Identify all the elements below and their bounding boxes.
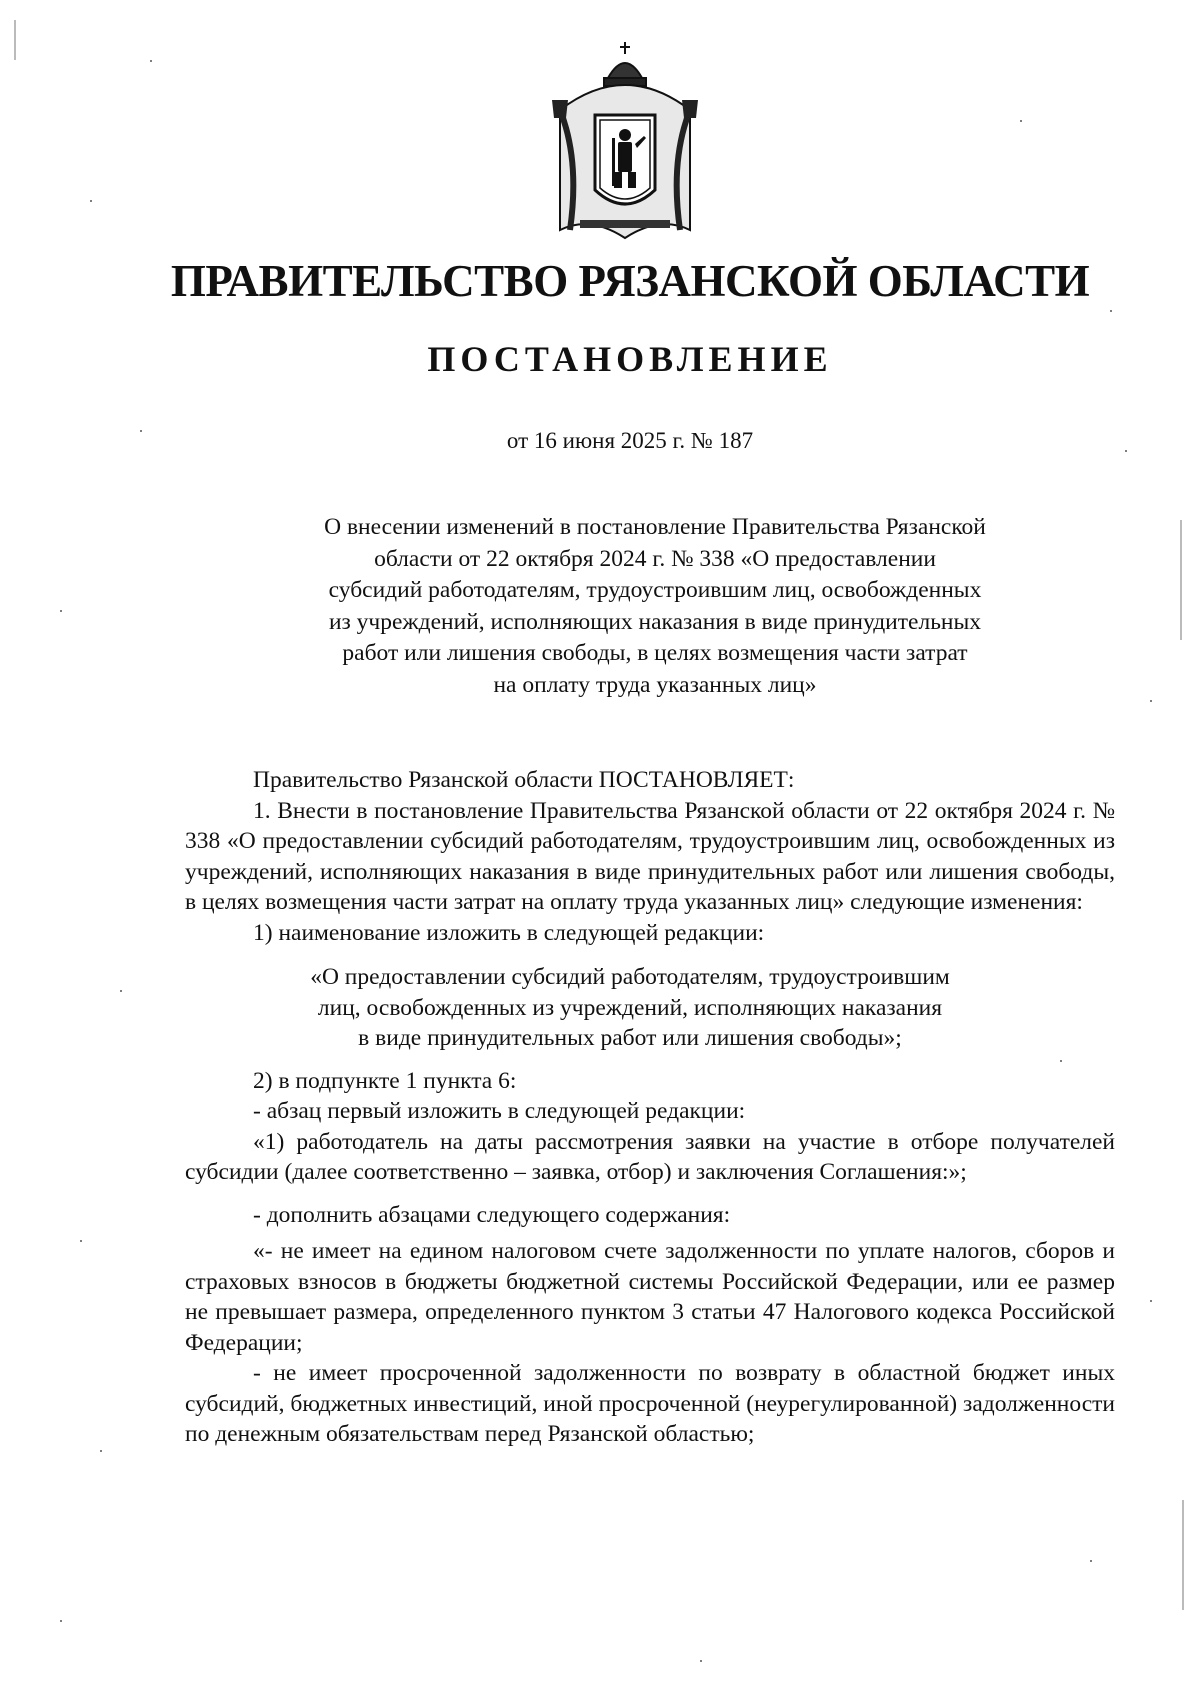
government-name-heading: ПРАВИТЕЛЬСТВО РЯЗАНСКОЙ ОБЛАСТИ <box>170 256 1090 306</box>
document-date-number: от 16 июня 2025 г. № 187 <box>506 428 754 453</box>
quoted-new-title <box>185 962 1115 1054</box>
item-1-paragraph: 1. Внести в постановление Правительства Рязанской области от 22 октября 2024 г. № 338 «О предоставлении субсидий работодателям, трудоустроившим лиц, освобожденных из учреждений, исполняющих наказания в виде принудительных работ или лишения свободы, в целях возмещения части затрат на оплату труда указанных лиц» следующие изменения: <box>185 797 1115 915</box>
subject-line: О внесении изменений в постановление Правительства Рязанской <box>324 514 986 540</box>
subject-line: на оплату труда указанных лиц» <box>493 671 817 698</box>
quote-line: лиц, освобожденных из учреждений, исполняющих наказания <box>317 994 943 1021</box>
new-paragraph-overdue-debt: - не имеет просроченной задолженности по возврату в областной бюджет иных субсидий, бюджетных инвестиций, иной просроченной (неурегулированной) задолженности по денежным обязательствам перед Рязанской областью; <box>185 1360 1115 1447</box>
dash-paragraph-add: - дополнить абзацами следующего содержания: <box>253 1201 731 1228</box>
dash-paragraph-first: - абзац первый изложить в следующей редакции: <box>253 1098 746 1124</box>
subject-line: субсидий работодателям, трудоустроившим лиц, освобожденных <box>328 577 982 604</box>
document-type-heading: ПОСТАНОВЛЕНИЕ <box>427 339 833 379</box>
subject-line: области от 22 октября 2024 г. № 338 «О предоставлении <box>374 545 936 572</box>
document-subject <box>230 512 1080 702</box>
subject-line: из учреждений, исполняющих наказания в виде принудительных <box>328 608 982 635</box>
scan-edge-mark <box>14 20 16 60</box>
preamble-paragraph: Правительство Рязанской области ПОСТАНОВЛЯЕТ: <box>253 767 795 793</box>
subject-line: работ или лишения свободы, в целях возмещения части затрат <box>342 640 968 667</box>
new-paragraph-1: «1) работодатель на даты рассмотрения заявки на участие в отборе получателей субсидии (далее соответственно – заявка, отбор) и заключения Соглашения:»; <box>185 1128 1115 1185</box>
quote-line: «О предоставлении субсидий работодателям, трудоустроившим <box>310 964 950 990</box>
scan-edge-mark <box>1182 1500 1184 1610</box>
coat-of-arms-emblem <box>540 40 710 245</box>
new-paragraph-tax-debt: «- не имеет на едином налоговом счете задолженности по уплате налогов, сборов и страховых взносов в бюджеты бюджетной системы Российской Федерации, или ее размер не превышает размера, определенного пунктом 3 статьи 47 Налогового кодекса Российской Федерации; <box>185 1238 1115 1356</box>
quote-line: в виде принудительных работ или лишения свободы»; <box>358 1025 902 1051</box>
subitem-2-paragraph: 2) в подпункте 1 пункта 6: <box>253 1067 517 1094</box>
document-body <box>185 765 1115 1450</box>
scan-edge-mark <box>1180 520 1182 640</box>
subitem-1-paragraph: 1) наименование изложить в следующей редакции: <box>253 919 765 946</box>
